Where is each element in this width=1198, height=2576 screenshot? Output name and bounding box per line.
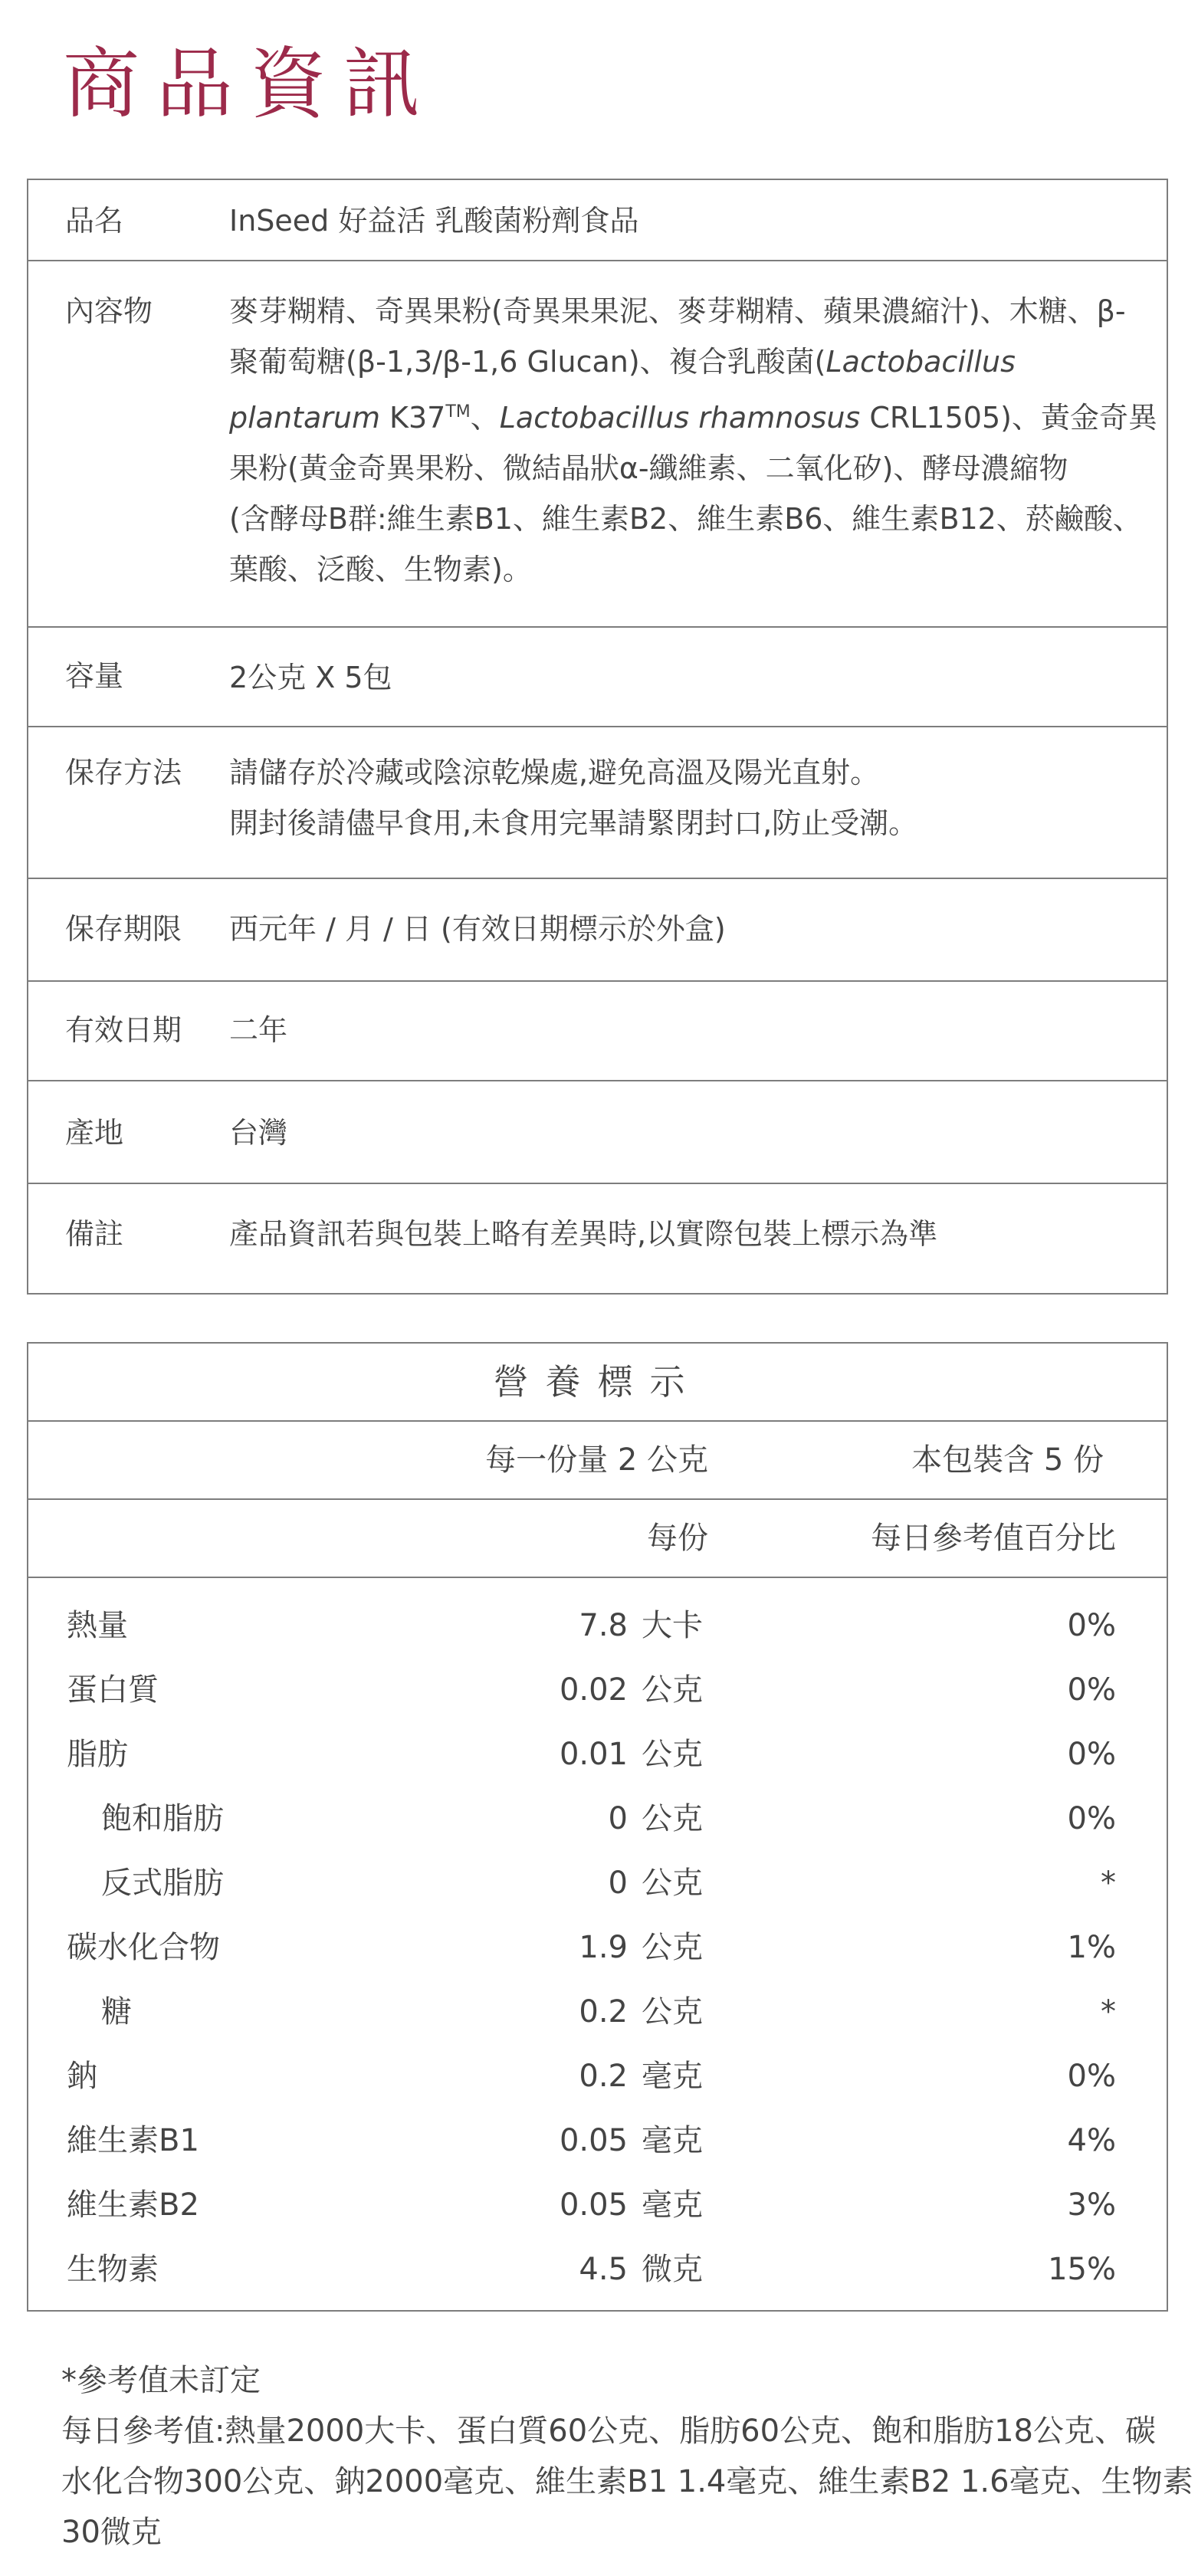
- nutrition-row: [28, 1658, 1167, 1722]
- nutrient-value: 0.01: [559, 1737, 628, 1772]
- ingredients-italic: Lactobacillus rhamnosus: [499, 401, 861, 435]
- nutrient-daily-value: *: [1101, 1994, 1116, 2030]
- name-value: InSeed 好益活 乳酸菌粉劑食品: [229, 204, 639, 238]
- footnote-line-4: 30微克: [61, 2515, 162, 2550]
- ingredients-label: 內容物: [65, 294, 153, 328]
- ingredients-line-6: 葉酸、泛酸、生物素)。: [229, 553, 532, 586]
- nutrient-unit: 公克: [642, 1866, 703, 1901]
- info-row-valid: [28, 982, 1167, 1081]
- nutrient-unit: 大卡: [642, 1608, 703, 1643]
- nutrient-unit: 公克: [642, 1930, 703, 1965]
- nutrient-daily-value: 0%: [1067, 1737, 1116, 1772]
- footnote-line-3: 水化合物300公克、鈉2000毫克、維生素B1 1.4毫克、維生素B2 1.6毫克、生物素: [61, 2464, 1193, 2499]
- nutrient-name: 維生素B2: [67, 2187, 199, 2223]
- ingredients-line-1: 麥芽糊精、奇異果粉(奇異果果泥、麥芽糊精、蘋果濃縮汁)、木糖、β-: [229, 294, 1126, 328]
- nutrient-name: 碳水化合物: [67, 1930, 220, 1965]
- info-row-storage: [28, 727, 1167, 879]
- product-info-table: [27, 179, 1168, 1295]
- storage-line-1: 請儲存於冷藏或陰涼乾燥處,避免高溫及陽光直射。: [229, 756, 880, 789]
- info-row-note: [28, 1184, 1167, 1293]
- servings-label: 本包裝含 5 份: [911, 1442, 1104, 1478]
- footnote-line-2: 每日參考值:熱量2000大卡、蛋白質60公克、脂肪60公克、飽和脂肪18公克、碳: [61, 2414, 1156, 2449]
- nutrient-unit: 微克: [642, 2252, 703, 2287]
- nutrient-value: 0.02: [559, 1672, 628, 1708]
- nutrient-unit: 毫克: [642, 2187, 703, 2223]
- nutrition-row: [28, 1980, 1167, 2044]
- nutrient-value: 0.2: [579, 1994, 628, 2030]
- ingredients-text: 、: [470, 401, 500, 435]
- column-header-row: [28, 1500, 1167, 1578]
- ingredients-italic: plantarum: [229, 401, 380, 435]
- nutrient-name: 維生素B1: [67, 2123, 199, 2158]
- nutrition-row: [28, 2044, 1167, 2108]
- nutrient-name: 鈉: [67, 2059, 97, 2094]
- note-label: 備註: [65, 1217, 124, 1251]
- valid-label: 有效日期: [65, 1013, 182, 1047]
- nutrition-row: [28, 2108, 1167, 2173]
- storage-label: 保存方法: [65, 756, 182, 789]
- nutrient-unit: 公克: [642, 1801, 703, 1836]
- storage-value: [229, 747, 1136, 848]
- ingredients-line-5: (含酵母B群:維生素B1、維生素B2、維生素B6、維生素B12、菸鹼酸、: [229, 502, 1142, 536]
- nutrition-row: [28, 1593, 1167, 1658]
- nutrient-value: 1.9: [579, 1930, 628, 1965]
- nutrient-daily-value: 3%: [1067, 2187, 1116, 2223]
- nutrient-value: 7.8: [579, 1608, 628, 1643]
- nutrient-name: 反式脂肪: [101, 1866, 224, 1901]
- nutrient-value: 0.05: [559, 2187, 628, 2223]
- nutrition-title: 營養標示: [493, 1361, 702, 1403]
- volume-label: 容量: [65, 659, 124, 693]
- expiry-value: 西元年 / 月 / 日 (有效日期標示於外盒): [229, 912, 726, 946]
- nutrient-value: 4.5: [579, 2252, 628, 2287]
- nutrient-value: 0.05: [559, 2123, 628, 2158]
- info-row-name: [28, 180, 1167, 261]
- info-row-origin: [28, 1081, 1167, 1184]
- origin-value: 台灣: [229, 1116, 288, 1150]
- nutrition-row: [28, 1787, 1167, 1851]
- ingredients-line-4: 果粉(黃金奇異果粉、微結晶狀α-纖維素、二氧化矽)、酵母濃縮物: [229, 451, 1068, 485]
- nutrient-daily-value: *: [1101, 1866, 1116, 1901]
- nutrient-daily-value: 0%: [1067, 1801, 1116, 1836]
- nutrient-daily-value: 15%: [1048, 2252, 1116, 2287]
- serving-row: [28, 1422, 1167, 1500]
- nutrition-row: [28, 2237, 1167, 2302]
- daily-value-column: 每日參考值百分比: [871, 1521, 1116, 1556]
- nutrient-value: 0: [608, 1801, 628, 1836]
- footnote-line-1: *參考值未訂定: [61, 2363, 261, 2398]
- trademark-sup: TM: [445, 402, 471, 422]
- valid-value: 二年: [229, 1013, 288, 1047]
- nutrition-row: [28, 2173, 1167, 2237]
- nutrient-unit: 公克: [642, 1672, 703, 1708]
- ingredients-text: 聚葡萄糖(β-1,3/β-1,6 Glucan)、複合乳酸菌(: [229, 345, 826, 379]
- nutrient-value: 0: [608, 1866, 628, 1901]
- name-label: 品名: [65, 204, 124, 238]
- nutrient-name: 飽和脂肪: [101, 1801, 224, 1836]
- nutrient-daily-value: 4%: [1067, 2123, 1116, 2158]
- nutrient-unit: 毫克: [642, 2123, 703, 2158]
- nutrient-value: 0.2: [579, 2059, 628, 2094]
- nutrient-name: 熱量: [67, 1608, 128, 1643]
- ingredients-line-3: [229, 387, 1157, 443]
- note-value: 產品資訊若與包裝上略有差異時,以實際包裝上標示為準: [229, 1217, 938, 1251]
- nutrient-daily-value: 0%: [1067, 2059, 1116, 2094]
- nutrient-unit: 公克: [642, 1737, 703, 1772]
- nutrition-row: [28, 1851, 1167, 1915]
- per-serving-label: 每一份量 2 公克: [485, 1442, 708, 1478]
- ingredients-text: CRL1505)、黃金奇異: [860, 401, 1157, 435]
- nutrient-unit: 公克: [642, 1994, 703, 2030]
- info-row-ingredients: [28, 261, 1167, 628]
- nutrient-unit: 毫克: [642, 2059, 703, 2094]
- nutrient-daily-value: 1%: [1067, 1930, 1116, 1965]
- nutrient-daily-value: 0%: [1067, 1608, 1116, 1643]
- expiry-label: 保存期限: [65, 912, 182, 946]
- nutrient-name: 蛋白質: [67, 1672, 159, 1708]
- ingredients-italic: Lactobacillus: [825, 345, 1016, 379]
- ingredients-line-2: [229, 336, 1136, 387]
- origin-label: 產地: [65, 1116, 124, 1150]
- nutrient-name: 糖: [101, 1994, 132, 2030]
- nutrition-row: [28, 1722, 1167, 1787]
- volume-value: 2公克 X 5包: [229, 661, 392, 694]
- info-row-expiry: [28, 879, 1167, 982]
- page-title: 商品資訊: [63, 39, 437, 129]
- nutrition-table: [27, 1342, 1168, 2312]
- nutrition-title-row: [28, 1344, 1167, 1422]
- nutrition-row: [28, 1915, 1167, 1980]
- nutrient-daily-value: 0%: [1067, 1672, 1116, 1708]
- per-serving-column: 每份: [647, 1521, 708, 1556]
- storage-line-2: 開封後請儘早食用,未食用完畢請緊閉封口,防止受潮。: [229, 806, 918, 840]
- ingredients-value: [229, 286, 1157, 595]
- nutrient-name: 生物素: [67, 2252, 159, 2287]
- info-row-volume: [28, 628, 1167, 727]
- ingredients-text: K37: [379, 401, 446, 435]
- nutrient-name: 脂肪: [67, 1737, 128, 1772]
